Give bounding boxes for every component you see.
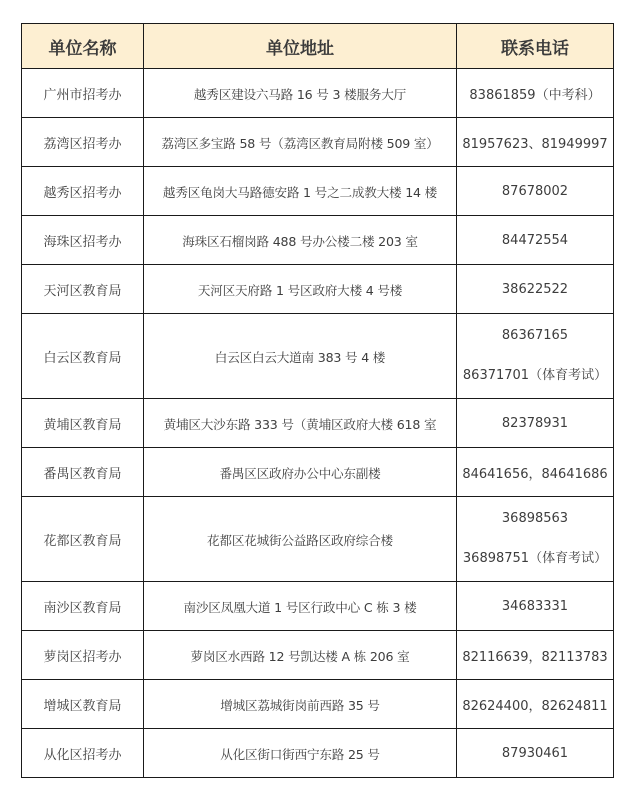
unit-phone: 87930461 [457,729,614,778]
unit-name: 南沙区教育局 [22,582,144,631]
unit-address: 番禺区区政府办公中心东副楼 [144,448,457,497]
table-row [22,631,614,680]
unit-address: 海珠区石榴岗路 488 号办公楼二楼 203 室 [144,216,457,265]
unit-name: 增城区教育局 [22,680,144,729]
unit-phone: 38622522 [457,265,614,314]
phone-line: 86371701（体育考试） [462,368,608,383]
unit-phone: 82624400，82624811 [457,680,614,729]
unit-phone: 83861859（中考科） [457,69,614,118]
unit-name: 萝岗区招考办 [22,631,144,680]
unit-address: 白云区白云大道南 383 号 4 楼 [144,314,457,399]
table-row [22,680,614,729]
table-row [22,167,614,216]
unit-phone: 82378931 [457,399,614,448]
unit-address: 黄埔区大沙东路 333 号（黄埔区政府大楼 618 室 [144,399,457,448]
unit-name: 番禺区教育局 [22,448,144,497]
header-unit-address: 单位地址 [144,24,457,69]
unit-name: 花都区教育局 [22,497,144,582]
unit-name: 白云区教育局 [22,314,144,399]
unit-name: 从化区招考办 [22,729,144,778]
unit-address: 增城区荔城街岗前西路 35 号 [144,680,457,729]
table-row [22,497,614,582]
unit-address: 花都区花城街公益路区政府综合楼 [144,497,457,582]
header-contact-phone: 联系电话 [457,24,614,69]
unit-phone: 34683331 [457,582,614,631]
table-row [22,448,614,497]
header-unit-name: 单位名称 [22,24,144,69]
unit-phone: 81957623、81949997 [457,118,614,167]
phone-line: 36898563 [501,511,569,526]
unit-phone: 84641656，84641686 [457,448,614,497]
unit-name: 天河区教育局 [22,265,144,314]
unit-address: 南沙区凤凰大道 1 号区行政中心 C 栋 3 楼 [144,582,457,631]
table-row [22,216,614,265]
phone-line: 86367165 [501,328,569,343]
table-row [22,729,614,778]
header-row [22,24,614,69]
contact-table [21,23,614,778]
unit-address: 荔湾区多宝路 58 号（荔湾区教育局附楼 509 室） [144,118,457,167]
unit-address: 萝岗区水西路 12 号凯达楼 A 栋 206 室 [144,631,457,680]
unit-address: 越秀区建设六马路 16 号 3 楼服务大厅 [144,69,457,118]
table-row [22,69,614,118]
table-row [22,399,614,448]
unit-phone [457,497,614,582]
table-row [22,265,614,314]
unit-name: 海珠区招考办 [22,216,144,265]
table-row [22,118,614,167]
unit-name: 广州市招考办 [22,69,144,118]
table-row [22,582,614,631]
unit-name: 越秀区招考办 [22,167,144,216]
unit-name: 荔湾区招考办 [22,118,144,167]
unit-name: 黄埔区教育局 [22,399,144,448]
unit-phone: 84472554 [457,216,614,265]
unit-phone: 87678002 [457,167,614,216]
unit-address: 天河区天府路 1 号区政府大楼 4 号楼 [144,265,457,314]
phone-line: 36898751（体育考试） [462,551,608,566]
unit-phone [457,314,614,399]
table-row [22,314,614,399]
unit-address: 从化区街口街西宁东路 25 号 [144,729,457,778]
unit-phone: 82116639，82113783 [457,631,614,680]
unit-address: 越秀区龟岗大马路德安路 1 号之二成教大楼 14 楼 [144,167,457,216]
